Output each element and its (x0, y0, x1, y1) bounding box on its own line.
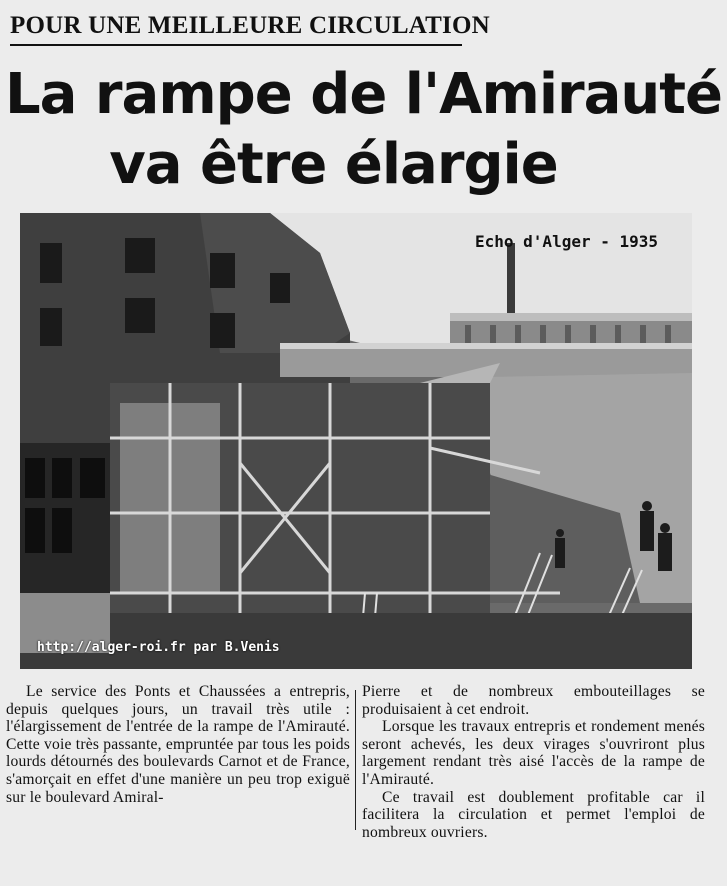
article-column-2 (362, 683, 705, 841)
article-paragraph: Ce travail est doublement profitable car il facilitera la circulation et permet l'emploi de nombreux ouvriers. (362, 788, 705, 841)
kicker-heading: POUR UNE MEILLEURE CIRCULATION (10, 8, 462, 46)
headline-line-2: va être élargie (109, 132, 558, 197)
headline (0, 60, 727, 200)
column-divider (355, 690, 356, 830)
headline-line-1: La rampe de l'Amirauté (4, 62, 723, 127)
article-paragraph: Le service des Ponts et Chaussées a entrepris, depuis quelques jours, un travail très utile : l'élargissement de l'entrée de la rampe de l'Amirauté. Cette voie très passante, empruntée par tous les poids lourds détournés des boulevards Carnot et de France, s'amorçait en effet d'une manière un peu trop exiguë sur le boulevard Amiral- (6, 683, 350, 806)
photo-credit-watermark: http://alger-roi.fr par B.Venis (37, 640, 280, 655)
construction-photo-drawing (20, 213, 692, 669)
article-paragraph: Lorsque les travaux entrepris et rondement menés seront achevés, les deux virages s'ouvriront plus largement rendant très aisé l'accès de la rampe de l'Amirauté. (362, 718, 705, 788)
photo-source-watermark: Echo d'Alger - 1935 (475, 232, 659, 251)
article-paragraph: Pierre et de nombreux embouteillages se produisaient à cet endroit. (362, 683, 705, 718)
article-column-1 (6, 683, 350, 806)
construction-photo (20, 213, 692, 669)
